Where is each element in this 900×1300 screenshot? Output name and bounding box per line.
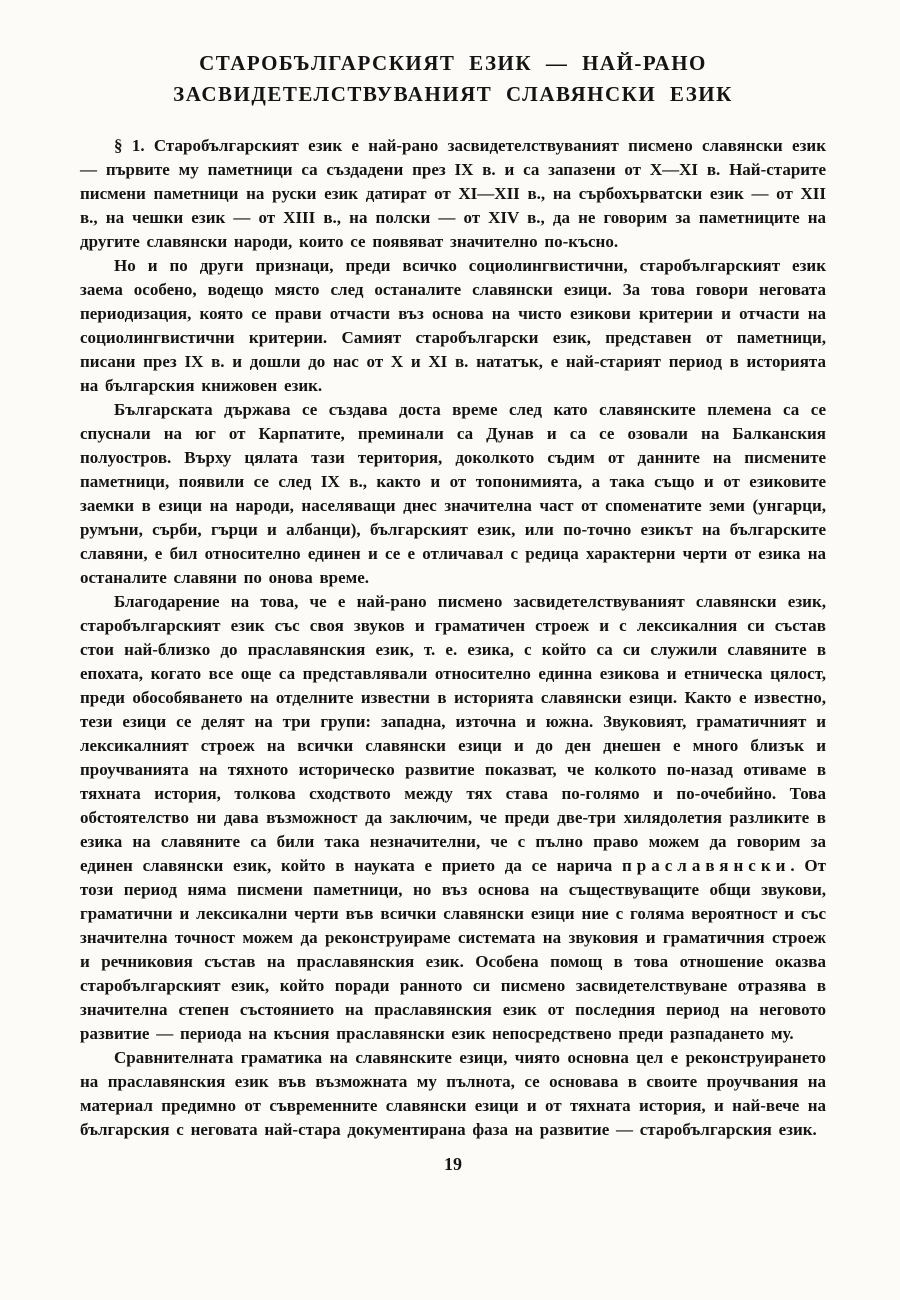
- page-title: [80, 48, 826, 110]
- paragraph-4: [80, 590, 826, 1046]
- body-text: [80, 134, 826, 1142]
- paragraph-4-spaced-term: праславянски: [622, 856, 791, 875]
- title-line-2: ЗАСВИДЕТЕЛСТВУВАНИЯТ СЛАВЯНСКИ ЕЗИК: [173, 82, 733, 106]
- paragraph-2: Но и по други признаци, преди всичко социолингвистични, старобългарският език заема особено, водещо място след останалите славянски езици. За това говори неговата периодизация, която се прави отчасти въз основа на чисто езикови критерии и отчасти на социолингвистични критерии. Самият старобългарски език, представен от паметници, писани през IX в. и дошли до нас от X и XI в. нататък, е най-старият период в историята на българския книжовен език.: [80, 256, 826, 395]
- page-number: 19: [444, 1154, 462, 1174]
- paragraph-4-pre: Благодарение на това, че е най-рано писмено засвидетелствуваният славянски език, старобългарският език със своя звуков и граматичен строеж и с лексикалния си състав стои най-близко до праславянския език, т. е. езика, с който са си служили славяните в епохата, когато все още са представлявали относително единна езикова и етническа цялост, преди обособяването на отделните известни в историята славянски езици. Както е известно, тези езици се делят на три групи: западна, източна и южна. Звуковият, граматичният и лексикалният строеж на всички славянски езици и до ден днешен е много близък и проучванията на тяхното историческо развитие показват, че колкото по-назад отиваме в тяхната история, толкова сходството между тях става по-голямо и по-очебийно. Това обстоятелство ни дава възможност да заключим, че преди две-три хилядолетия разликите в езика на славяните са били така незначителни, че с пълно право можем да говорим за единен славянски език, който в науката е прието да се нарича: [80, 592, 826, 875]
- paragraph-3: Българската държава се създава доста време след като славянските племена са се спуснали на юг от Карпатите, преминали са Дунав и са се озовали на Балканския полуостров. Върху цялата тази територия, доколкото съдим от данните на писмените паметници, появили се след IX в., както и от топонимията, а така също и от езиковите заемки в езици на народи, населяващи днес значителна част от споменатите земи (унгарци, румъни, сърби, гърци и албанци), българският език, или по-точно езикът на българските славяни, е бил относително единен и се е отличавал с редица характерни черти от езика на останалите славяни по онова време.: [80, 400, 826, 587]
- paragraph-4-post: . От този период няма писмени паметници, но въз основа на съществуващите общи звукови, граматични и лексикални черти във всички славянски езици ние с голяма вероятност и със значителна точност можем да реконструираме системата на звуковия и граматичния строеж и речниковия състав на праславянския език. Особена помощ в това отношение оказва старобългарският език, който поради ранното си писмено засвидетелствуване отразява в значителна степен състоянието на праславянския език от последния период на неговото развитие — периода на късния праславянски език непосредствено преди разпадането му.: [80, 856, 826, 1043]
- paragraph-1: § 1. Старобългарският език е най-рано засвидетелствуваният писмено славянски език — първите му паметници са създадени през IX в. и са запазени от X—XI в. Най-старите писмени паметници на руски език датират от XI—XII в., на сърбохърватски език — от XII в., на чешки език — от XIII в., на полски — от XIV в., да не говорим за паметниците на другите славянски народи, които се появяват значително по-късно.: [80, 136, 826, 251]
- title-line-1: СТАРОБЪЛГАРСКИЯТ ЕЗИК — НАЙ-РАНО: [199, 51, 707, 75]
- paragraph-5: Сравнителната граматика на славянските езици, чиято основна цел е реконструирането на праславянския език във възможната му пълнота, се основава в своите проучвания на материал предимно от съвременните славянски езици и от тяхната история, и най-вече на българския с неговата най-стара документирана фаза на развитие — старобългарския език.: [80, 1048, 826, 1139]
